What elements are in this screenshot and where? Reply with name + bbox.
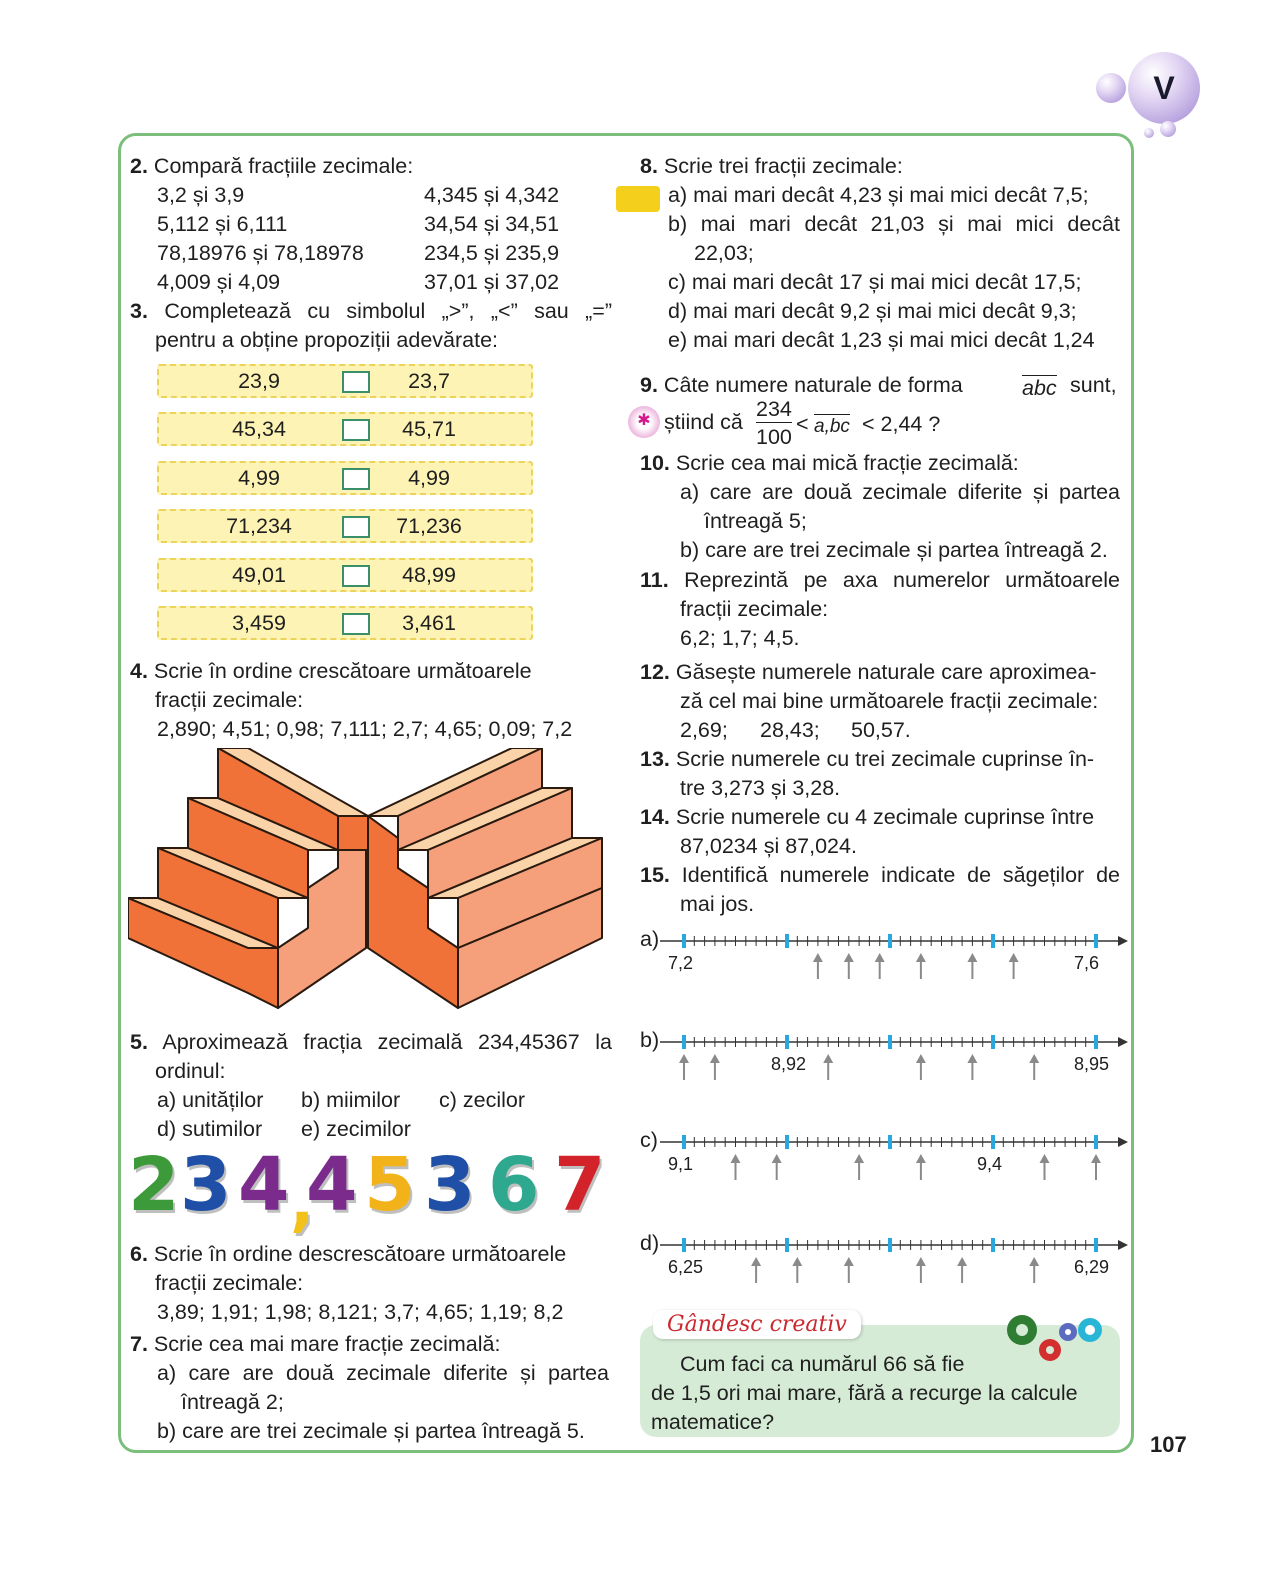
pointer-arrow — [875, 953, 885, 979]
digit-character: 6 — [488, 1142, 540, 1228]
number-line-label: 6,29 — [1074, 1257, 1110, 1277]
ex10-a-line1: a) care are două zecimale diferite și partea — [680, 480, 1120, 504]
pointer-arrow — [1009, 953, 1019, 979]
compare-answer-box[interactable] — [342, 565, 370, 587]
pointer-arrow — [679, 1054, 689, 1080]
digit-character: 4 — [238, 1142, 290, 1228]
unit-label: V — [1153, 70, 1175, 106]
ex15-line1: 15. Identifică numerele indicate de săgeților de — [640, 863, 1120, 887]
ex2-left-1: 3,2 și 3,9 — [157, 183, 245, 207]
ex7-b: b) care are trei zecimale și partea întreagă 5. — [157, 1419, 585, 1443]
number-line-label: 8,95 — [1074, 1054, 1110, 1074]
pointer-arrow — [916, 953, 926, 979]
compare-row — [157, 364, 533, 398]
ex7-title: 7. Scrie cea mai mare fracție zecimală: — [130, 1332, 501, 1356]
compare-left: 49,01 — [232, 563, 286, 587]
pointer-arrow — [1091, 1154, 1101, 1180]
ex5-option-a: a) unităților — [157, 1088, 264, 1112]
ex2-right-4: 37,01 și 37,02 — [424, 270, 560, 294]
pointer-arrow — [731, 1154, 741, 1180]
ex11-line2: fracții zecimale: — [680, 597, 829, 621]
ex4-values: 2,890; 4,51; 0,98; 7,111; 2,7; 4,65; 0,09; 7,2 — [157, 717, 573, 741]
pointer-arrow — [844, 1257, 854, 1283]
group-work-icon — [616, 186, 660, 212]
ex9-line1: 9. Câte numere naturale de forma — [640, 373, 963, 397]
creative-line3: matematice? — [651, 1410, 775, 1434]
number-line-label: 9,4 — [977, 1154, 1003, 1174]
ex2-left-4: 4,009 și 4,09 — [157, 270, 281, 294]
compare-left: 71,234 — [226, 514, 292, 538]
unit-bubble-tiny-1 — [1160, 121, 1176, 137]
ex8-c: c) mai mari decât 17 și mai mici decât 17,5; — [668, 270, 1082, 294]
ex2-right-1: 4,345 și 4,342 — [424, 183, 560, 207]
compare-right: 3,461 — [402, 611, 456, 635]
ex2-title: 2. Compară fracțiile zecimale: — [130, 154, 414, 178]
ex11-values: 6,2; 1,7; 4,5. — [680, 626, 800, 650]
ex2-right-3: 234,5 și 235,9 — [424, 241, 560, 265]
digit-character: 7 — [554, 1142, 606, 1228]
ex12-line2: ză cel mai bine următoarele fracții zecimale: — [680, 689, 1099, 713]
ex4-line1: 4. Scrie în ordine crescătoare următoarele — [130, 659, 532, 683]
number-line-part-label: b) — [640, 1028, 660, 1052]
ex8-a: a) mai mari decât 4,23 și mai mici decât 7,5; — [668, 183, 1089, 207]
compare-answer-box[interactable] — [342, 516, 370, 538]
ex12-value-1: 2,69; — [680, 718, 728, 742]
ex13-line2: tre 3,273 și 3,28. — [680, 776, 841, 800]
pointer-arrow — [772, 1154, 782, 1180]
ex10-a-line2: întreagă 5; — [704, 509, 807, 533]
axis-arrowhead — [1118, 1037, 1128, 1047]
ex14-line1: 14. Scrie numerele cu 4 zecimale cuprinse între — [640, 805, 1095, 829]
ex7-a-line2: întreagă 2; — [181, 1390, 284, 1414]
ex8-title: 8. Scrie trei fracții zecimale: — [640, 154, 903, 178]
number-line-label: 7,6 — [1074, 953, 1100, 973]
ex6-values: 3,89; 1,91; 1,98; 8,121; 3,7; 4,65; 1,19; 8,2 — [157, 1300, 564, 1324]
number-line-part-label: d) — [640, 1231, 660, 1255]
page-number: 107 — [1150, 1432, 1187, 1457]
ex10-b: b) care are trei zecimale și partea întreagă 2. — [680, 538, 1108, 562]
compare-row — [157, 509, 533, 543]
pointer-arrow — [957, 1257, 967, 1283]
unit-bubble-tiny-2 — [1144, 128, 1154, 138]
ex2-left-2: 5,112 și 6,111 — [157, 212, 288, 236]
number-line — [660, 1132, 1130, 1182]
ex6-line1: 6. Scrie în ordine descrescătoare următoarele — [130, 1242, 567, 1266]
digit-character: 3 — [424, 1142, 476, 1228]
number-line-label: 6,25 — [668, 1257, 704, 1277]
number-line — [660, 931, 1130, 981]
ex9-overline-abc: abc — [1022, 376, 1057, 400]
digit-character: 5 — [364, 1142, 416, 1228]
ex8-b-line2: 22,03; — [694, 241, 754, 265]
ex9-less-than: < — [796, 412, 809, 436]
compare-left: 45,34 — [232, 417, 286, 441]
pointer-arrow — [1029, 1054, 1039, 1080]
axis-arrowhead — [1118, 1137, 1128, 1147]
pointer-arrow — [823, 1054, 833, 1080]
ex5-option-c: c) zecilor — [439, 1088, 526, 1112]
compare-answer-box[interactable] — [342, 419, 370, 441]
compare-row — [157, 606, 533, 640]
ex5-line1: 5. Aproximează fracția zecimală 234,45367 la — [130, 1030, 612, 1054]
digit-character: , — [290, 1166, 315, 1240]
fraction-numerator: 234 — [756, 397, 792, 421]
compare-row — [157, 412, 533, 446]
ex8-b-line1: b) mai mari decât 21,03 și mai mici decât — [668, 212, 1120, 236]
ex12-line1: 12. Găsește numerele naturale care aproximea- — [640, 660, 1097, 684]
compare-right: 4,99 — [408, 466, 450, 490]
pointer-arrow — [916, 1154, 926, 1180]
compare-answer-box[interactable] — [342, 371, 370, 393]
number-line-label: 7,2 — [668, 953, 694, 973]
digit-character: 2 — [128, 1142, 180, 1228]
pointer-arrow — [967, 1054, 977, 1080]
pointer-arrow — [710, 1054, 720, 1080]
gears-icon — [1000, 1310, 1110, 1372]
compare-left: 23,9 — [238, 369, 280, 393]
ex3-line2: pentru a obține propoziții adevărate: — [155, 328, 499, 352]
ex12-value-3: 50,57. — [851, 718, 911, 742]
compare-row — [157, 558, 533, 592]
ex14-line2: 87,0234 și 87,024. — [680, 834, 857, 858]
digit-character: 3 — [180, 1142, 232, 1228]
ex5-option-d: d) sutimilor — [157, 1117, 263, 1141]
compare-right: 23,7 — [408, 369, 450, 393]
compare-answer-box[interactable] — [342, 468, 370, 490]
number-line-label: 8,92 — [771, 1054, 807, 1074]
ex5-line2: ordinul: — [155, 1059, 226, 1083]
ex8-d: d) mai mari decât 9,2 și mai mici decât 9,3; — [668, 299, 1077, 323]
fraction-denominator: 100 — [756, 425, 792, 449]
ex15-line2: mai jos. — [680, 892, 755, 916]
pointer-arrow — [844, 953, 854, 979]
compare-answer-box[interactable] — [342, 613, 370, 635]
ex7-a-line1: a) care are două zecimale diferite și partea — [157, 1361, 609, 1385]
creative-line1: Cum faci ca numărul 66 să fie — [680, 1352, 965, 1376]
axis-arrowhead — [1118, 1240, 1128, 1250]
stairs-illustration — [128, 748, 606, 1014]
pointer-arrow — [813, 953, 823, 979]
ex2-left-3: 78,18976 și 78,18978 — [157, 241, 364, 265]
pointer-arrow — [1040, 1154, 1050, 1180]
ex4-line2: fracții zecimale: — [155, 688, 304, 712]
ex5-option-e: e) zecimilor — [301, 1117, 411, 1141]
creative-line2: de 1,5 ori mai mare, fără a recurge la calcule — [651, 1381, 1078, 1405]
creative-title: Gândesc creativ — [653, 1310, 861, 1339]
compare-right: 71,236 — [396, 514, 462, 538]
digit-characters-illustration — [128, 1142, 608, 1240]
pointer-arrow — [967, 953, 977, 979]
compare-row — [157, 461, 533, 495]
pointer-arrow — [1029, 1257, 1039, 1283]
ex10-title: 10. Scrie cea mai mică fracție zecimală: — [640, 451, 1019, 475]
ex6-line2: fracții zecimale: — [155, 1271, 304, 1295]
ex5-option-b: b) miimilor — [301, 1088, 401, 1112]
difficulty-star-icon: ✱ — [628, 406, 660, 438]
ex9-knowing: știind că — [664, 410, 743, 434]
compare-left: 3,459 — [232, 611, 286, 635]
ex9-line1-end: sunt, — [1070, 373, 1117, 397]
number-line — [660, 1032, 1130, 1082]
compare-right: 45,71 — [402, 417, 456, 441]
ex9-overline-abc-decimal: a,bc — [814, 416, 850, 437]
number-line-part-label: c) — [640, 1128, 658, 1152]
ex3-line1: 3. Completează cu simbolul „>”, „<” sau „=” — [130, 299, 612, 323]
digit-character: 4 — [306, 1142, 358, 1228]
ex8-e: e) mai mari decât 1,23 și mai mici decât 1,24 — [668, 328, 1095, 352]
compare-right: 48,99 — [402, 563, 456, 587]
ex9-tail: < 2,44 ? — [862, 412, 941, 436]
number-line-part-label: a) — [640, 927, 660, 951]
number-line — [660, 1235, 1130, 1285]
pointer-arrow — [792, 1257, 802, 1283]
axis-arrowhead — [1118, 936, 1128, 946]
compare-left: 4,99 — [238, 466, 280, 490]
pointer-arrow — [916, 1257, 926, 1283]
ex2-right-2: 34,54 și 34,51 — [424, 212, 560, 236]
number-line-label: 9,1 — [668, 1154, 694, 1174]
pointer-arrow — [854, 1154, 864, 1180]
ex13-line1: 13. Scrie numerele cu trei zecimale cuprinse în- — [640, 747, 1095, 771]
unit-bubble-small — [1096, 73, 1126, 103]
ex11-line1: 11. Reprezintă pe axa numerelor următoarele — [640, 568, 1120, 592]
pointer-arrow — [751, 1257, 761, 1283]
ex12-value-2: 28,43; — [760, 718, 820, 742]
pointer-arrow — [916, 1054, 926, 1080]
